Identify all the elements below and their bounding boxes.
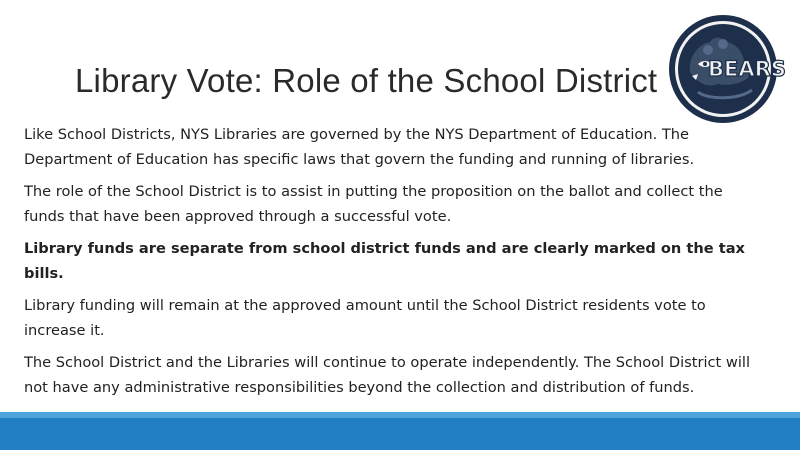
- logo-text: BEARS: [708, 57, 786, 81]
- paragraph-independence: The School District and the Libraries will continue to operate independently. The School District will not have any administrative responsibilities beyond the collection and distribution of funds.: [24, 354, 751, 396]
- paragraph-separate-funds: Library funds are separate from school district funds and are clearly marked on the tax bills.: [24, 240, 745, 282]
- paragraph-funding-amount: Library funding will remain at the approved amount until the School District residents vote to increase it.: [24, 297, 706, 339]
- paragraph-district-role: The role of the School District is to assist in putting the proposition on the ballot and collect the funds that have been approved through a successful vote.: [24, 183, 723, 225]
- slide-body: [24, 122, 754, 407]
- paragraph-governance: Like School Districts, NYS Libraries are governed by the NYS Department of Education. The Department of Education has specific laws that govern the funding and running of libraries.: [24, 126, 695, 168]
- slide-title: Library Vote: Role of the School District: [75, 62, 658, 99]
- bear-mascot-icon: [668, 14, 786, 124]
- footer-band: [0, 418, 800, 450]
- bears-logo: [668, 14, 786, 124]
